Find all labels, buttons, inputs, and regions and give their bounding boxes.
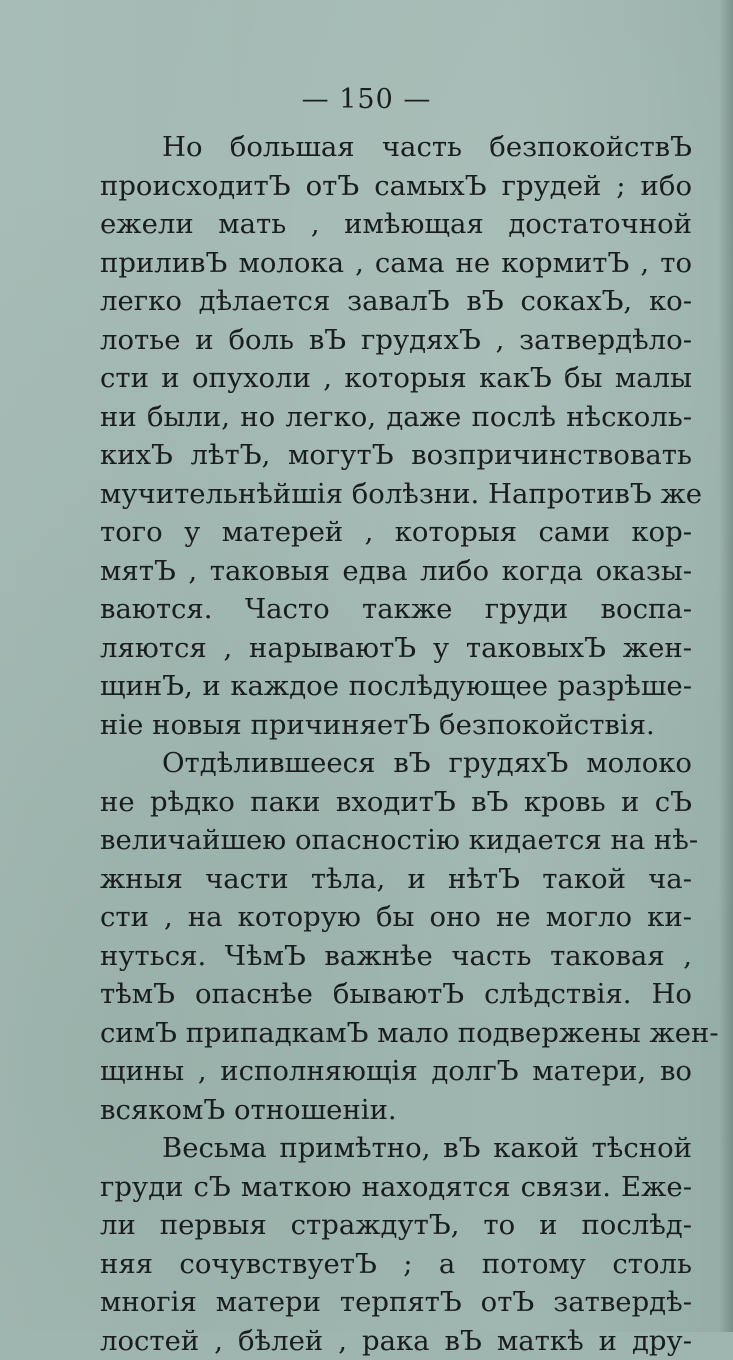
text-line: не рѣдко паки входитЪ вЪ кровь и сЪ	[100, 783, 692, 822]
text-line: щинЪ, и каждое послѣдующее разрѣше-	[100, 667, 692, 706]
text-line: многія матери терпятЪ отЪ затвердѣ-	[100, 1283, 692, 1322]
text-line: Отдѣлившееся вЪ грудяхЪ молоко	[100, 744, 692, 783]
text-line: сти , на которую бы оно не могло ки-	[100, 898, 692, 937]
text-line: ли первыя страждутЪ, то и послѣд-	[100, 1206, 692, 1245]
text-line: Весьма примѣтно, вЪ какой тѣсной	[100, 1129, 692, 1168]
page-edge-shadow	[719, 0, 733, 1332]
text-line: жныя части тѣла, и нѣтЪ такой ча-	[100, 860, 692, 899]
page-number: — 150 —	[0, 84, 733, 115]
text-line: кихЪ лѣтЪ, могутЪ возпричинствовать	[100, 436, 692, 475]
text-line: всякомЪ отношеніи.	[100, 1091, 692, 1130]
text-line: тѣмЪ опаснѣе бываютЪ слѣдствія. Но	[100, 975, 692, 1014]
text-line: легко дѣлается завалЪ вЪ сокахЪ, ко-	[100, 282, 692, 321]
text-line: груди сЪ маткою находятся связи. Еже-	[100, 1168, 692, 1207]
text-line: приливЪ молока , сама не кормитЪ , то	[100, 244, 692, 283]
text-line: симЪ припадкамЪ мало подвержены жен-	[100, 1014, 692, 1053]
text-line: сти и опухоли , которыя какЪ бы малы	[100, 359, 692, 398]
text-line: ваются. Часто также груди воспа-	[100, 590, 692, 629]
text-line: няя сочувствуетЪ ; а потому столь	[100, 1245, 692, 1284]
text-line: Но большая часть безпокойствЪ	[100, 128, 692, 167]
text-line: ляются , нарываютЪ у таковыхЪ жен-	[100, 629, 692, 668]
text-line: нуться. ЧѣмЪ важнѣе часть таковая ,	[100, 937, 692, 976]
text-line: ни были, но легко, даже послѣ нѣсколь-	[100, 398, 692, 437]
text-line: лостей , бѣлей , рака вЪ маткѣ и дру-	[100, 1322, 692, 1360]
text-line: щины , исполняющія долгЪ матери, во	[100, 1052, 692, 1091]
text-line: ежели мать , имѣющая достаточной	[100, 205, 692, 244]
text-line: мучительнѣйшія болѣзни. НапротивЪ же	[100, 475, 692, 514]
text-line: ніе новыя причиняетЪ безпокойствія.	[100, 706, 692, 745]
text-line: лотье и боль вЪ грудяхЪ , затвердѣло-	[100, 321, 692, 360]
text-line: мятЪ , таковыя едва либо когда оказы-	[100, 552, 692, 591]
text-line: величайшею опасностію кидается на нѣ-	[100, 821, 692, 860]
text-line: того у матерей , которыя сами кор-	[100, 513, 692, 552]
body-text	[100, 128, 692, 1360]
text-line: происходитЪ отЪ самыхЪ грудей ; ибо	[100, 167, 692, 206]
